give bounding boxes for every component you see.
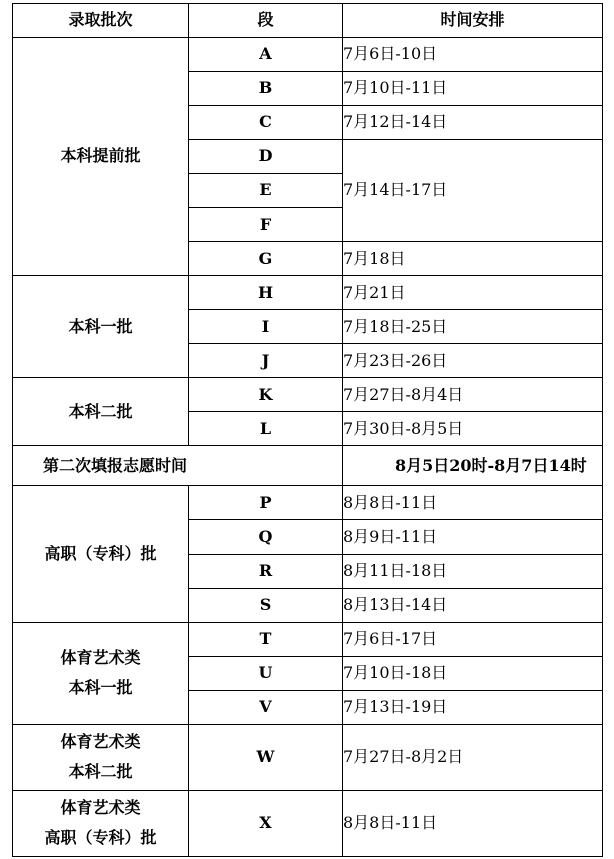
- segment-cell: J: [189, 344, 343, 378]
- segment-cell: I: [189, 310, 343, 344]
- table-row: [13, 724, 603, 790]
- segment-cell: B: [189, 72, 343, 106]
- batch-name: [13, 724, 189, 790]
- time-cell: 8月13日-14日: [343, 588, 603, 622]
- segment-cell: V: [189, 690, 343, 724]
- batch-name-line1: 体育艺术类: [60, 798, 141, 818]
- batch-name: [13, 790, 189, 856]
- table-row: [13, 38, 603, 72]
- batch-name: 本科一批: [13, 276, 189, 378]
- segment-cell: X: [189, 790, 343, 856]
- table-row: [13, 622, 603, 656]
- segment-cell: W: [189, 724, 343, 790]
- batch-name-line2: 本科二批: [68, 762, 133, 782]
- time-cell: 7月30日-8月5日: [343, 412, 603, 446]
- time-cell: 7月23日-26日: [343, 344, 603, 378]
- segment-cell: U: [189, 656, 343, 690]
- batch-name: [13, 622, 189, 724]
- time-cell: 7月27日-8月4日: [343, 378, 603, 412]
- time-cell: 7月21日: [343, 276, 603, 310]
- time-cell: 7月18日: [343, 242, 603, 276]
- segment-cell: D: [189, 140, 343, 174]
- segment-cell: K: [189, 378, 343, 412]
- segment-cell: T: [189, 622, 343, 656]
- time-cell: 8月8日-11日: [343, 790, 603, 856]
- time-cell: 7月13日-19日: [343, 690, 603, 724]
- segment-cell: Q: [189, 520, 343, 554]
- table-row: [13, 790, 603, 856]
- header-row: [13, 4, 603, 38]
- batch-name: 本科二批: [13, 378, 189, 446]
- segment-cell: F: [189, 208, 343, 242]
- header-segment: 段: [189, 4, 343, 38]
- segment-cell: H: [189, 276, 343, 310]
- time-cell: 7月18日-25日: [343, 310, 603, 344]
- batch-name: 高职（专科）批: [13, 486, 189, 622]
- table-row: [13, 486, 603, 520]
- time-cell: 7月10日-11日: [343, 72, 603, 106]
- time-cell: 8月9日-11日: [343, 520, 603, 554]
- time-cell: 7月6日-17日: [343, 622, 603, 656]
- segment-cell: R: [189, 554, 343, 588]
- time-cell: 7月27日-8月2日: [343, 724, 603, 790]
- batch-name-line1: 体育艺术类: [60, 648, 141, 668]
- header-batch: 录取批次: [13, 4, 189, 38]
- second-application-time: 8月5日20时-8月7日14时: [343, 446, 603, 486]
- segment-cell: S: [189, 588, 343, 622]
- time-cell: 7月6日-10日: [343, 38, 603, 72]
- table-row: [13, 378, 603, 412]
- time-cell: 8月8日-11日: [343, 486, 603, 520]
- batch-name: 本科提前批: [13, 38, 189, 276]
- batch-name-line2: 本科一批: [68, 678, 133, 698]
- admission-schedule-table: [12, 3, 603, 857]
- segment-cell: A: [189, 38, 343, 72]
- segment-cell: E: [189, 174, 343, 208]
- header-time: 时间安排: [343, 4, 603, 38]
- time-cell: 7月14日-17日: [343, 140, 603, 242]
- time-cell: 7月10日-18日: [343, 656, 603, 690]
- time-cell: 8月11日-18日: [343, 554, 603, 588]
- segment-cell: G: [189, 242, 343, 276]
- table-row: [13, 276, 603, 310]
- second-application-row: [13, 446, 603, 486]
- batch-name-line1: 体育艺术类: [60, 732, 141, 752]
- segment-cell: C: [189, 106, 343, 140]
- time-cell: 7月12日-14日: [343, 106, 603, 140]
- batch-name-line2: 高职（专科）批: [44, 828, 157, 848]
- segment-cell: P: [189, 486, 343, 520]
- segment-cell: L: [189, 412, 343, 446]
- second-application-label: 第二次填报志愿时间: [13, 446, 343, 486]
